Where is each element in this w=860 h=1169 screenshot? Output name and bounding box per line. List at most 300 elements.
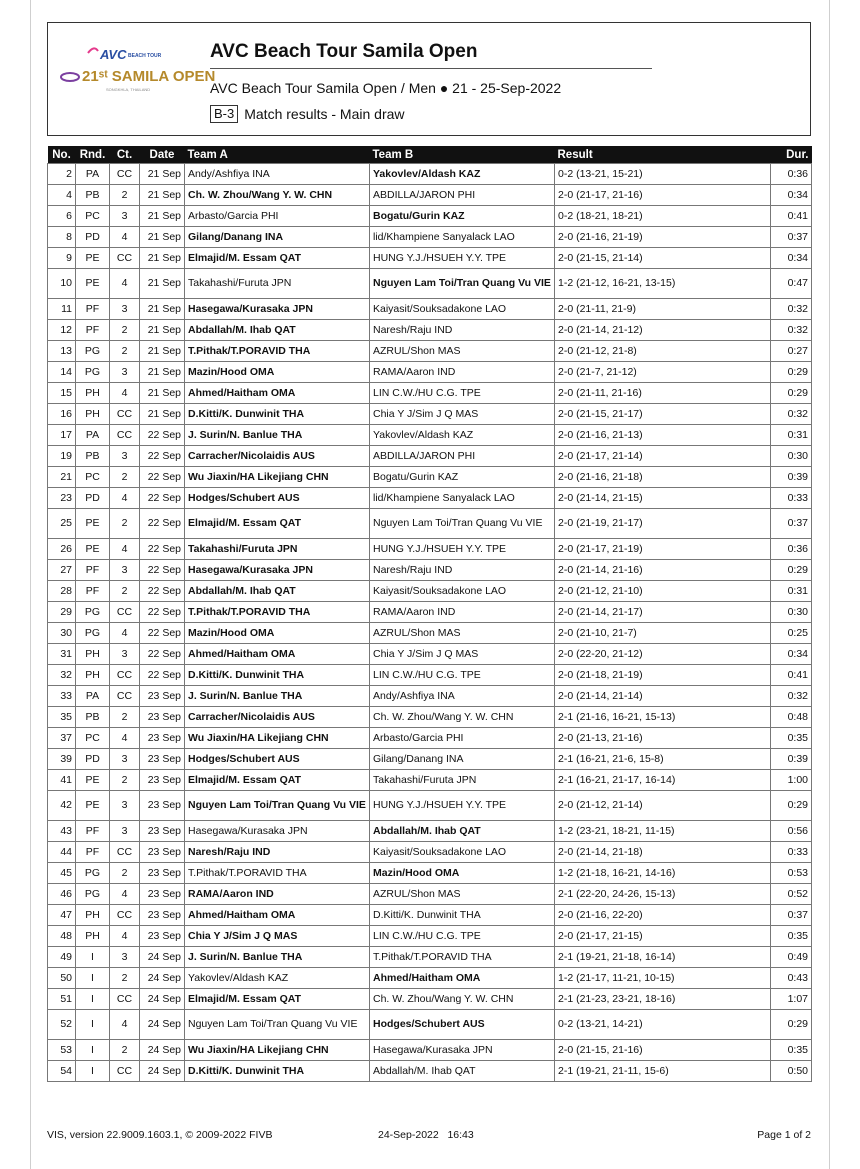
cell-court: 4 [110, 884, 140, 905]
cell-round: PF [76, 299, 110, 320]
event-subtitle: AVC Beach Tour Samila Open / Men ● 21 - 25-Sep-2022 [210, 80, 562, 96]
report-code-row [210, 105, 405, 123]
cell-duration: 0:36 [771, 164, 812, 185]
table-row [48, 644, 812, 665]
match-results-table [47, 146, 812, 1082]
cell-match-number: 10 [48, 269, 76, 299]
cell-result: 2-0 (21-11, 21-9) [555, 299, 771, 320]
cell-team-a: Abdallah/M. Ihab QAT [185, 320, 370, 341]
cell-round: PE [76, 770, 110, 791]
cell-round: PG [76, 362, 110, 383]
cell-duration: 0:56 [771, 821, 812, 842]
cell-round: I [76, 1061, 110, 1082]
table-row [48, 1010, 812, 1040]
cell-team-b: Yakovlev/Aldash KAZ [370, 164, 555, 185]
cell-team-a: Elmajid/M. Essam QAT [185, 770, 370, 791]
cell-team-a: Elmajid/M. Essam QAT [185, 248, 370, 269]
table-row [48, 602, 812, 623]
cell-team-b: Hasegawa/Kurasaka JPN [370, 1040, 555, 1061]
cell-duration: 0:35 [771, 728, 812, 749]
cell-match-number: 43 [48, 821, 76, 842]
cell-date: 22 Sep [140, 623, 185, 644]
svg-text:BEACH TOUR: BEACH TOUR [128, 53, 162, 59]
cell-court: CC [110, 905, 140, 926]
table-row [48, 842, 812, 863]
cell-court: 4 [110, 269, 140, 299]
cell-result: 2-0 (21-11, 21-16) [555, 383, 771, 404]
table-row [48, 185, 812, 206]
table-row [48, 299, 812, 320]
cell-team-a: D.Kitti/K. Dunwinit THA [185, 665, 370, 686]
cell-round: PG [76, 341, 110, 362]
table-row [48, 206, 812, 227]
table-row [48, 707, 812, 728]
cell-match-number: 16 [48, 404, 76, 425]
cell-team-b: Kaiyasit/Souksadakone LAO [370, 299, 555, 320]
cell-team-b: RAMA/Aaron IND [370, 602, 555, 623]
cell-result: 2-0 (21-12, 21-10) [555, 581, 771, 602]
cell-match-number: 13 [48, 341, 76, 362]
table-row [48, 749, 812, 770]
report-code: B-3 [210, 105, 238, 123]
cell-result: 2-0 (21-15, 21-17) [555, 404, 771, 425]
cell-team-b: HUNG Y.J./HSUEH Y.Y. TPE [370, 539, 555, 560]
cell-match-number: 53 [48, 1040, 76, 1061]
cell-match-number: 37 [48, 728, 76, 749]
table-row [48, 164, 812, 185]
cell-team-b: LIN C.W./HU C.G. TPE [370, 926, 555, 947]
cell-team-a: Ahmed/Haitham OMA [185, 905, 370, 926]
table-row [48, 884, 812, 905]
cell-round: I [76, 1040, 110, 1061]
svg-text:SONGKHLA, THAILAND: SONGKHLA, THAILAND [106, 87, 151, 92]
table-row [48, 404, 812, 425]
cell-round: PH [76, 926, 110, 947]
cell-round: PG [76, 884, 110, 905]
cell-match-number: 49 [48, 947, 76, 968]
cell-court: 2 [110, 968, 140, 989]
cell-result: 2-0 (21-16, 21-18) [555, 467, 771, 488]
cell-team-a: Nguyen Lam Toi/Tran Quang Vu VIE [185, 791, 370, 821]
cell-court: 2 [110, 320, 140, 341]
cell-date: 22 Sep [140, 467, 185, 488]
cell-team-b: Ch. W. Zhou/Wang Y. W. CHN [370, 707, 555, 728]
cell-round: PH [76, 665, 110, 686]
cell-match-number: 17 [48, 425, 76, 446]
cell-round: PA [76, 425, 110, 446]
cell-date: 22 Sep [140, 644, 185, 665]
cell-duration: 0:25 [771, 623, 812, 644]
cell-team-a: T.Pithak/T.PORAVID THA [185, 602, 370, 623]
cell-court: CC [110, 665, 140, 686]
cell-team-b: HUNG Y.J./HSUEH Y.Y. TPE [370, 248, 555, 269]
cell-result: 2-1 (19-21, 21-18, 16-14) [555, 947, 771, 968]
cell-round: PD [76, 749, 110, 770]
cell-round: PH [76, 905, 110, 926]
cell-team-b: Arbasto/Garcia PHI [370, 728, 555, 749]
cell-result: 2-0 (21-14, 21-12) [555, 320, 771, 341]
cell-match-number: 51 [48, 989, 76, 1010]
col-court: Ct. [110, 146, 140, 164]
cell-court: CC [110, 686, 140, 707]
cell-team-b: LIN C.W./HU C.G. TPE [370, 383, 555, 404]
cell-court: 4 [110, 1010, 140, 1040]
cell-duration: 0:34 [771, 185, 812, 206]
col-date: Date [140, 146, 185, 164]
footer-page-number: Page 1 of 2 [757, 1129, 811, 1141]
cell-match-number: 15 [48, 383, 76, 404]
cell-team-a: Nguyen Lam Toi/Tran Quang Vu VIE [185, 1010, 370, 1040]
cell-court: 2 [110, 467, 140, 488]
svg-text:21ˢᵗ SAMILA OPEN: 21ˢᵗ SAMILA OPEN [82, 68, 216, 85]
cell-team-a: Elmajid/M. Essam QAT [185, 989, 370, 1010]
cell-duration: 0:41 [771, 206, 812, 227]
cell-result: 0-2 (13-21, 15-21) [555, 164, 771, 185]
cell-round: PH [76, 383, 110, 404]
cell-court: 2 [110, 581, 140, 602]
cell-date: 22 Sep [140, 539, 185, 560]
cell-duration: 1:07 [771, 989, 812, 1010]
cell-duration: 0:34 [771, 644, 812, 665]
cell-team-b: ABDILLA/JARON PHI [370, 185, 555, 206]
cell-duration: 0:50 [771, 1061, 812, 1082]
cell-court: 3 [110, 791, 140, 821]
cell-match-number: 35 [48, 707, 76, 728]
cell-court: CC [110, 425, 140, 446]
cell-team-a: Gilang/Danang INA [185, 227, 370, 248]
table-row [48, 728, 812, 749]
cell-team-a: Chia Y J/Sim J Q MAS [185, 926, 370, 947]
table-row [48, 770, 812, 791]
cell-team-b: Chia Y J/Sim J Q MAS [370, 644, 555, 665]
cell-date: 23 Sep [140, 884, 185, 905]
table-row [48, 968, 812, 989]
report-name: Match results - Main draw [244, 106, 405, 122]
table-row [48, 581, 812, 602]
cell-team-b: Chia Y J/Sim J Q MAS [370, 404, 555, 425]
cell-duration: 0:34 [771, 248, 812, 269]
cell-round: PE [76, 509, 110, 539]
footer-version: VIS, version 22.9009.1603.1, © 2009-2022 FIVB [47, 1129, 273, 1141]
cell-date: 24 Sep [140, 989, 185, 1010]
cell-team-b: Mazin/Hood OMA [370, 863, 555, 884]
cell-team-a: Yakovlev/Aldash KAZ [185, 968, 370, 989]
table-row [48, 989, 812, 1010]
cell-team-b: RAMA/Aaron IND [370, 362, 555, 383]
cell-team-b: Nguyen Lam Toi/Tran Quang Vu VIE [370, 269, 555, 299]
cell-date: 23 Sep [140, 863, 185, 884]
cell-result: 2-0 (21-15, 21-16) [555, 1040, 771, 1061]
cell-match-number: 28 [48, 581, 76, 602]
cell-match-number: 32 [48, 665, 76, 686]
cell-date: 21 Sep [140, 299, 185, 320]
cell-duration: 0:39 [771, 467, 812, 488]
cell-result: 2-0 (22-20, 21-12) [555, 644, 771, 665]
cell-match-number: 11 [48, 299, 76, 320]
cell-match-number: 47 [48, 905, 76, 926]
report-header [47, 22, 811, 136]
cell-date: 23 Sep [140, 728, 185, 749]
cell-match-number: 33 [48, 686, 76, 707]
cell-result: 2-0 (21-17, 21-15) [555, 926, 771, 947]
cell-date: 21 Sep [140, 404, 185, 425]
cell-duration: 0:29 [771, 362, 812, 383]
cell-team-b: Abdallah/M. Ihab QAT [370, 1061, 555, 1082]
cell-round: I [76, 947, 110, 968]
cell-date: 24 Sep [140, 968, 185, 989]
cell-team-b: Kaiyasit/Souksadakone LAO [370, 581, 555, 602]
cell-duration: 0:29 [771, 791, 812, 821]
cell-team-b: Abdallah/M. Ihab QAT [370, 821, 555, 842]
cell-result: 2-0 (21-17, 21-14) [555, 446, 771, 467]
cell-duration: 0:48 [771, 707, 812, 728]
cell-court: 3 [110, 560, 140, 581]
cell-match-number: 42 [48, 791, 76, 821]
cell-duration: 0:30 [771, 446, 812, 467]
cell-date: 24 Sep [140, 1010, 185, 1040]
table-row [48, 926, 812, 947]
cell-round: PF [76, 581, 110, 602]
table-row [48, 623, 812, 644]
cell-result: 1-2 (23-21, 18-21, 11-15) [555, 821, 771, 842]
cell-result: 2-1 (16-21, 21-17, 16-14) [555, 770, 771, 791]
cell-team-b: Ch. W. Zhou/Wang Y. W. CHN [370, 989, 555, 1010]
cell-court: CC [110, 989, 140, 1010]
cell-match-number: 39 [48, 749, 76, 770]
cell-team-a: Wu Jiaxin/HA Likejiang CHN [185, 728, 370, 749]
cell-result: 0-2 (13-21, 14-21) [555, 1010, 771, 1040]
footer-timestamp: 24-Sep-2022 16:43 [378, 1129, 474, 1141]
cell-match-number: 50 [48, 968, 76, 989]
cell-duration: 0:29 [771, 560, 812, 581]
cell-duration: 0:29 [771, 383, 812, 404]
cell-date: 22 Sep [140, 560, 185, 581]
col-duration: Dur. [771, 146, 812, 164]
cell-date: 24 Sep [140, 1061, 185, 1082]
cell-team-a: T.Pithak/T.PORAVID THA [185, 341, 370, 362]
cell-result: 2-0 (21-14, 21-18) [555, 842, 771, 863]
cell-date: 22 Sep [140, 581, 185, 602]
cell-team-a: Ahmed/Haitham OMA [185, 644, 370, 665]
table-row [48, 320, 812, 341]
cell-round: PD [76, 488, 110, 509]
event-logo [58, 43, 216, 103]
cell-result: 2-0 (21-12, 21-14) [555, 791, 771, 821]
cell-team-b: D.Kitti/K. Dunwinit THA [370, 905, 555, 926]
cell-round: PG [76, 623, 110, 644]
cell-duration: 1:00 [771, 770, 812, 791]
cell-date: 21 Sep [140, 383, 185, 404]
cell-team-a: Wu Jiaxin/HA Likejiang CHN [185, 1040, 370, 1061]
cell-round: PC [76, 728, 110, 749]
cell-court: 4 [110, 728, 140, 749]
cell-duration: 0:37 [771, 227, 812, 248]
cell-court: CC [110, 602, 140, 623]
cell-team-b: ABDILLA/JARON PHI [370, 446, 555, 467]
cell-result: 2-0 (21-15, 21-14) [555, 248, 771, 269]
cell-duration: 0:30 [771, 602, 812, 623]
cell-team-b: Gilang/Danang INA [370, 749, 555, 770]
cell-result: 1-2 (21-12, 16-21, 13-15) [555, 269, 771, 299]
cell-date: 22 Sep [140, 488, 185, 509]
cell-date: 22 Sep [140, 509, 185, 539]
cell-result: 2-0 (21-16, 21-13) [555, 425, 771, 446]
cell-team-a: Hasegawa/Kurasaka JPN [185, 299, 370, 320]
cell-team-a: Mazin/Hood OMA [185, 623, 370, 644]
cell-team-a: Hasegawa/Kurasaka JPN [185, 821, 370, 842]
cell-court: 2 [110, 707, 140, 728]
cell-date: 24 Sep [140, 947, 185, 968]
cell-duration: 0:27 [771, 341, 812, 362]
cell-round: PF [76, 320, 110, 341]
cell-round: PB [76, 185, 110, 206]
cell-team-a: Ch. W. Zhou/Wang Y. W. CHN [185, 185, 370, 206]
cell-result: 2-0 (21-14, 21-15) [555, 488, 771, 509]
cell-team-a: Elmajid/M. Essam QAT [185, 509, 370, 539]
cell-duration: 0:31 [771, 425, 812, 446]
cell-team-b: Yakovlev/Aldash KAZ [370, 425, 555, 446]
cell-match-number: 19 [48, 446, 76, 467]
cell-duration: 0:41 [771, 665, 812, 686]
cell-team-b: Takahashi/Furuta JPN [370, 770, 555, 791]
cell-duration: 0:53 [771, 863, 812, 884]
cell-court: 3 [110, 299, 140, 320]
cell-court: 3 [110, 206, 140, 227]
table-row [48, 791, 812, 821]
cell-date: 23 Sep [140, 791, 185, 821]
cell-duration: 0:37 [771, 509, 812, 539]
cell-match-number: 23 [48, 488, 76, 509]
cell-result: 2-0 (21-17, 21-19) [555, 539, 771, 560]
cell-result: 2-1 (16-21, 21-6, 15-8) [555, 749, 771, 770]
cell-match-number: 30 [48, 623, 76, 644]
table-row [48, 560, 812, 581]
cell-team-b: AZRUL/Shon MAS [370, 341, 555, 362]
cell-duration: 0:33 [771, 488, 812, 509]
cell-date: 23 Sep [140, 905, 185, 926]
cell-date: 22 Sep [140, 446, 185, 467]
cell-date: 21 Sep [140, 206, 185, 227]
cell-result: 2-0 (21-16, 21-19) [555, 227, 771, 248]
table-row [48, 905, 812, 926]
cell-result: 2-0 (21-18, 21-19) [555, 665, 771, 686]
table-row [48, 383, 812, 404]
cell-match-number: 41 [48, 770, 76, 791]
cell-result: 2-0 (21-13, 21-16) [555, 728, 771, 749]
cell-team-a: RAMA/Aaron IND [185, 884, 370, 905]
cell-result: 2-0 (21-17, 21-16) [555, 185, 771, 206]
cell-court: 3 [110, 446, 140, 467]
cell-result: 2-0 (21-19, 21-17) [555, 509, 771, 539]
cell-result: 2-0 (21-14, 21-14) [555, 686, 771, 707]
cell-match-number: 14 [48, 362, 76, 383]
cell-team-a: Andy/Ashfiya INA [185, 164, 370, 185]
cell-team-a: Abdallah/M. Ihab QAT [185, 581, 370, 602]
cell-result: 2-1 (19-21, 21-11, 15-6) [555, 1061, 771, 1082]
cell-court: CC [110, 404, 140, 425]
cell-court: CC [110, 248, 140, 269]
cell-court: 2 [110, 341, 140, 362]
table-row [48, 488, 812, 509]
cell-date: 23 Sep [140, 770, 185, 791]
cell-date: 22 Sep [140, 665, 185, 686]
cell-round: PD [76, 227, 110, 248]
cell-result: 2-1 (22-20, 24-26, 15-13) [555, 884, 771, 905]
cell-date: 21 Sep [140, 341, 185, 362]
cell-match-number: 52 [48, 1010, 76, 1040]
cell-court: 3 [110, 644, 140, 665]
table-row [48, 665, 812, 686]
cell-result: 2-0 (21-12, 21-8) [555, 341, 771, 362]
cell-round: PE [76, 791, 110, 821]
cell-date: 22 Sep [140, 602, 185, 623]
cell-date: 23 Sep [140, 749, 185, 770]
table-row [48, 341, 812, 362]
cell-team-b: lid/Khampiene Sanyalack LAO [370, 488, 555, 509]
cell-result: 2-1 (21-23, 23-21, 18-16) [555, 989, 771, 1010]
table-row [48, 947, 812, 968]
cell-match-number: 44 [48, 842, 76, 863]
cell-date: 21 Sep [140, 164, 185, 185]
cell-duration: 0:32 [771, 299, 812, 320]
report-title: AVC Beach Tour Samila Open [210, 41, 478, 62]
cell-duration: 0:31 [771, 581, 812, 602]
cell-match-number: 6 [48, 206, 76, 227]
cell-match-number: 12 [48, 320, 76, 341]
cell-round: PB [76, 446, 110, 467]
cell-date: 21 Sep [140, 185, 185, 206]
cell-round: PE [76, 248, 110, 269]
cell-match-number: 8 [48, 227, 76, 248]
cell-round: PF [76, 821, 110, 842]
cell-team-b: Kaiyasit/Souksadakone LAO [370, 842, 555, 863]
cell-round: PE [76, 269, 110, 299]
cell-date: 22 Sep [140, 425, 185, 446]
cell-team-b: Hodges/Schubert AUS [370, 1010, 555, 1040]
cell-team-a: Takahashi/Furuta JPN [185, 269, 370, 299]
cell-team-a: J. Surin/N. Banlue THA [185, 686, 370, 707]
cell-match-number: 48 [48, 926, 76, 947]
cell-match-number: 2 [48, 164, 76, 185]
cell-match-number: 45 [48, 863, 76, 884]
cell-duration: 0:35 [771, 1040, 812, 1061]
cell-round: PC [76, 467, 110, 488]
cell-duration: 0:35 [771, 926, 812, 947]
cell-result: 2-0 (21-16, 22-20) [555, 905, 771, 926]
cell-team-b: Bogatu/Gurin KAZ [370, 206, 555, 227]
cell-court: CC [110, 842, 140, 863]
cell-court: 4 [110, 539, 140, 560]
cell-team-b: Naresh/Raju IND [370, 560, 555, 581]
table-header [48, 146, 812, 164]
cell-court: 4 [110, 926, 140, 947]
cell-match-number: 31 [48, 644, 76, 665]
cell-duration: 0:39 [771, 749, 812, 770]
cell-court: 3 [110, 749, 140, 770]
cell-date: 21 Sep [140, 227, 185, 248]
cell-court: 2 [110, 509, 140, 539]
cell-team-a: Ahmed/Haitham OMA [185, 383, 370, 404]
cell-court: 4 [110, 488, 140, 509]
cell-date: 23 Sep [140, 707, 185, 728]
table-row [48, 686, 812, 707]
cell-round: PF [76, 560, 110, 581]
cell-duration: 0:33 [771, 842, 812, 863]
cell-team-a: Hodges/Schubert AUS [185, 749, 370, 770]
cell-team-a: Hasegawa/Kurasaka JPN [185, 560, 370, 581]
cell-date: 24 Sep [140, 1040, 185, 1061]
cell-round: PF [76, 842, 110, 863]
